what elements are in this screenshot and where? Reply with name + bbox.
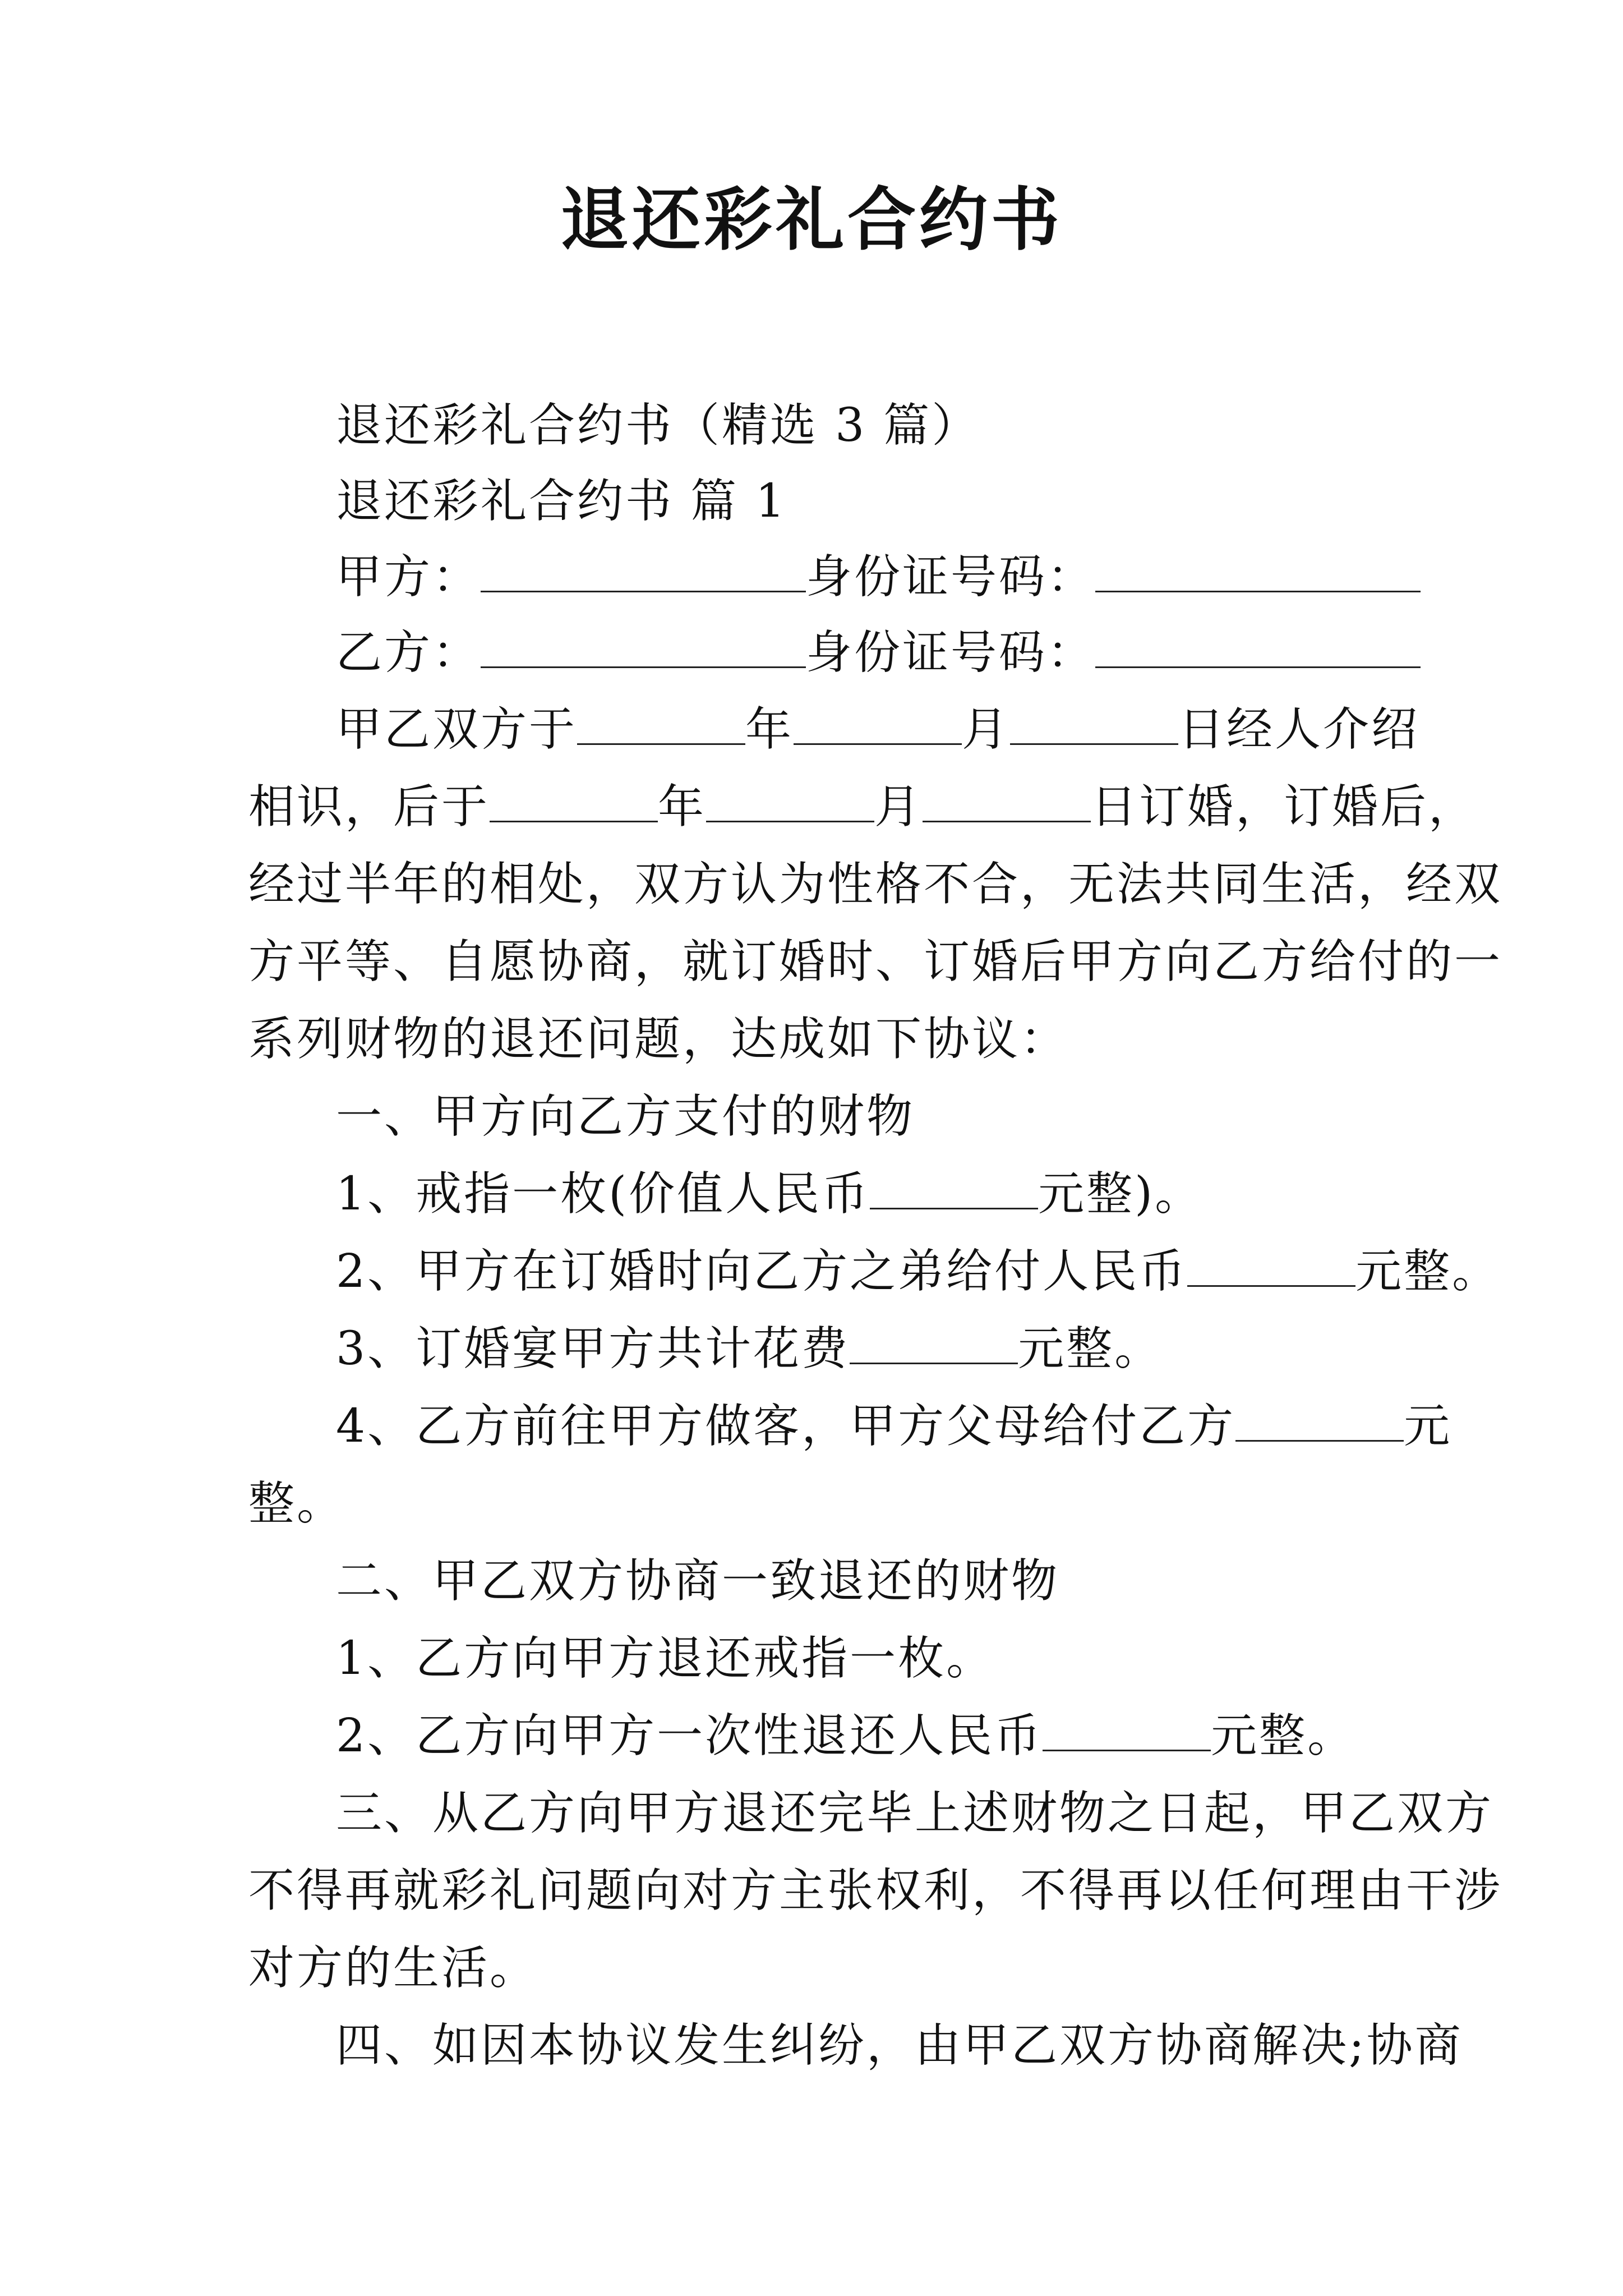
paragraph-line: 整。 bbox=[248, 1477, 345, 1530]
section-heading: 一、甲方向乙方支付的财物 bbox=[336, 1090, 915, 1143]
amount-blank bbox=[850, 1323, 1018, 1364]
list-item bbox=[336, 1697, 1355, 1775]
text-fragment: 年 bbox=[658, 780, 707, 834]
text-fragment: 1、戒指一枚(价值人民币 bbox=[336, 1167, 870, 1221]
amount-blank bbox=[1187, 1246, 1355, 1287]
subtitle-line: 退还彩礼合约书（精选 3 篇） bbox=[336, 399, 980, 452]
party-a-id-label: 身份证号码： bbox=[806, 550, 1096, 604]
paragraph-line: 不得再就彩礼问题向对方主张权利，不得再以任何理由干涉 bbox=[248, 1864, 1503, 1917]
amount-blank bbox=[870, 1168, 1038, 1209]
document-title: 退还彩礼合约书 bbox=[560, 179, 1063, 260]
paragraph-line: 经过半年的相处，双方认为性格不合，无法共同生活，经双 bbox=[248, 858, 1503, 911]
party-a-line bbox=[336, 539, 1421, 616]
text-fragment: 月 bbox=[962, 703, 1011, 756]
text-fragment: 元整。 bbox=[1211, 1709, 1356, 1763]
party-b-label: 乙方： bbox=[336, 626, 481, 679]
text-fragment: 元 bbox=[1404, 1400, 1453, 1453]
paragraph-line: 方平等、自愿协商，就订婚时、订婚后甲方向乙方给付的一 bbox=[248, 935, 1503, 988]
text-fragment: 日经人介绍 bbox=[1178, 703, 1420, 756]
date-blank bbox=[794, 704, 962, 745]
list-item bbox=[336, 1233, 1500, 1310]
text-fragment: 日订婚，订婚后， bbox=[1091, 780, 1477, 834]
text-fragment: 元整。 bbox=[1355, 1245, 1501, 1298]
paragraph-line: 三、从乙方向甲方退还完毕上述财物之日起，甲乙双方 bbox=[336, 1787, 1494, 1840]
text-fragment: 元整)。 bbox=[1038, 1167, 1204, 1221]
text-fragment: 年 bbox=[745, 703, 794, 756]
party-b-name-blank bbox=[481, 627, 806, 668]
date-blank bbox=[1010, 704, 1178, 745]
text-fragment: 2、甲方在订婚时向乙方之弟给付人民币 bbox=[336, 1245, 1188, 1298]
amount-blank bbox=[1043, 1710, 1211, 1751]
section-heading: 二、甲乙双方协商一致退还的财物 bbox=[336, 1554, 1060, 1608]
amount-blank bbox=[1235, 1401, 1404, 1442]
party-a-label: 甲方： bbox=[336, 550, 481, 604]
party-b-id-label: 身份证号码： bbox=[806, 626, 1096, 679]
section-heading: 退还彩礼合约书 篇 1 bbox=[336, 475, 787, 528]
list-item bbox=[336, 1310, 1163, 1388]
party-b-id-blank bbox=[1095, 627, 1421, 668]
date-blank bbox=[577, 704, 745, 745]
paragraph-line bbox=[248, 769, 1477, 846]
party-a-name-blank bbox=[481, 551, 806, 592]
date-blank bbox=[923, 781, 1091, 822]
party-b-line bbox=[336, 614, 1421, 692]
text-fragment: 2、乙方向甲方一次性退还人民币 bbox=[336, 1709, 1043, 1763]
paragraph-line: 对方的生活。 bbox=[248, 1941, 538, 1995]
date-blank bbox=[490, 781, 658, 822]
list-item: 1、乙方向甲方退还戒指一枚。 bbox=[336, 1632, 995, 1685]
text-fragment: 元整。 bbox=[1018, 1322, 1163, 1375]
text-fragment: 相识，后于 bbox=[248, 780, 490, 834]
paragraph-line: 四、如因本协议发生纠纷，由甲乙双方协商解决;协商 bbox=[336, 2019, 1463, 2072]
list-item bbox=[336, 1156, 1203, 1233]
text-fragment: 月 bbox=[874, 780, 923, 834]
text-fragment: 甲乙双方于 bbox=[336, 703, 578, 756]
party-a-id-blank bbox=[1095, 551, 1421, 592]
paragraph-line: 系列财物的退还问题，达成如下协议： bbox=[248, 1013, 1069, 1066]
paragraph-line bbox=[336, 691, 1419, 769]
date-blank bbox=[706, 781, 874, 822]
list-item bbox=[336, 1388, 1452, 1465]
text-fragment: 3、订婚宴甲方共计花费 bbox=[336, 1322, 850, 1375]
text-fragment: 4、乙方前往甲方做客，甲方父母给付乙方 bbox=[336, 1400, 1236, 1453]
